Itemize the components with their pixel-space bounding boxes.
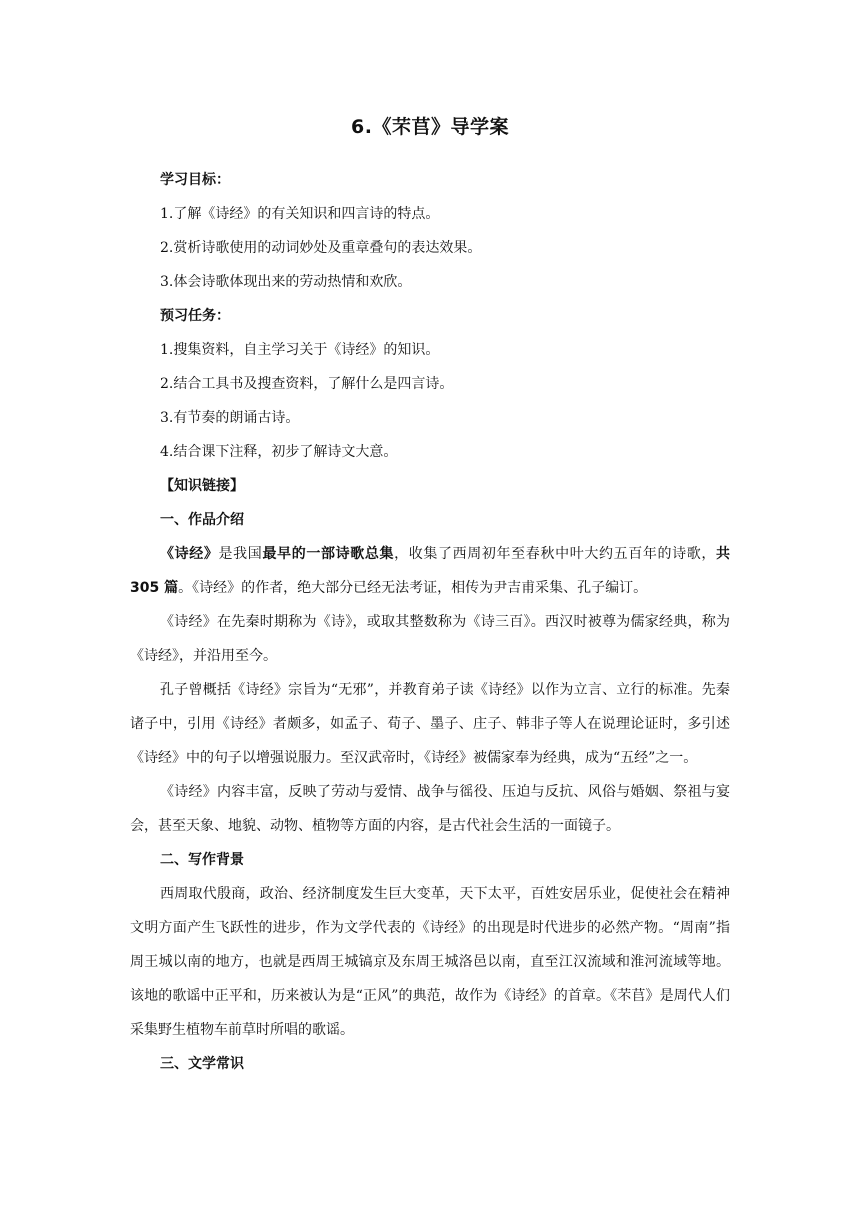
preview-item: 2.结合工具书及搜查资料，了解什么是四言诗。 [160,376,454,392]
document-body [130,112,730,1081]
paragraph-text: ，收集了西周初年至春秋中叶大约五百年的诗歌， [394,546,717,562]
preview-item: 1.搜集资料，自主学习关于《诗经》的知识。 [160,342,440,358]
paragraph-background: 西周取代殷商，政治、经济制度发生巨大变革，天下太平，百姓安居乐业，促使社会在精神文明方面产生飞跃性的进步，作为文学代表的《诗经》的出现是时代进步的必然产物。“周南”指周王城以南的地方，也就是西周王城镐京及东周王城洛邑以南，直至江汉流域和淮河流域等地。该地的歌谣中正平和，历来被认为是“正风”的典范，故作为《诗经》的首章。《芣苢》是周代人们采集野生植物车前草时所唱的歌谣。 [130,886,730,1038]
section-heading-literature: 三、文学常识 [160,1056,244,1072]
section-heading-works: 一、作品介绍 [160,512,244,528]
paragraph-intro [130,537,730,605]
paragraph-text: 是我国 [218,546,263,562]
preview-heading: 预习任务： [160,308,230,324]
preview-item: 4.结合课下注释，初步了解诗文大意。 [160,444,398,460]
bold-text: 最早的一部诗歌总集 [262,546,395,562]
paragraph-text: 。《诗经》的作者，绝大部分已经无法考证，相传为尹吉甫采集、孔子编订。 [178,580,648,596]
paragraph-naming: 《诗经》在先秦时期称为《诗》，或取其整数称为《诗三百》。西汉时被尊为儒家经典，称为《诗经》，并沿用至今。 [130,614,730,664]
document-title: 6.《芣苢》导学案 [351,116,509,138]
paragraph-content: 《诗经》内容丰富，反映了劳动与爱情、战争与徭役、压迫与反抗、风俗与婚姻、祭祖与宴会，甚至天象、地貌、动物、植物等方面的内容，是古代社会生活的一面镜子。 [130,784,730,834]
objective-item: 1.了解《诗经》的有关知识和四言诗的特点。 [160,206,440,222]
objective-item: 2.赏析诗歌使用的动词妙处及重章叠句的表达效果。 [160,240,482,256]
section-heading-background: 二、写作背景 [160,852,244,868]
bold-text: 共305 篇 [130,546,731,596]
objective-item: 3.体会诗歌体现出来的劳动热情和欢欣。 [160,274,412,290]
bold-text: 《诗经》 [160,546,219,562]
paragraph-confucius: 孔子曾概括《诗经》宗旨为“无邪”，并教育弟子读《诗经》以作为立言、立行的标准。先秦诸子中，引用《诗经》者颇多，如孟子、荀子、墨子、庄子、韩非子等人在说理论证时，多引述《诗经》中的句子以增强说服力。至汉武帝时，《诗经》被儒家奉为经典，成为“五经”之一。 [130,682,730,766]
knowledge-link-heading: 【知识链接】 [160,478,244,494]
objectives-heading: 学习目标： [160,172,230,188]
preview-item: 3.有节奏的朗诵古诗。 [160,410,300,426]
